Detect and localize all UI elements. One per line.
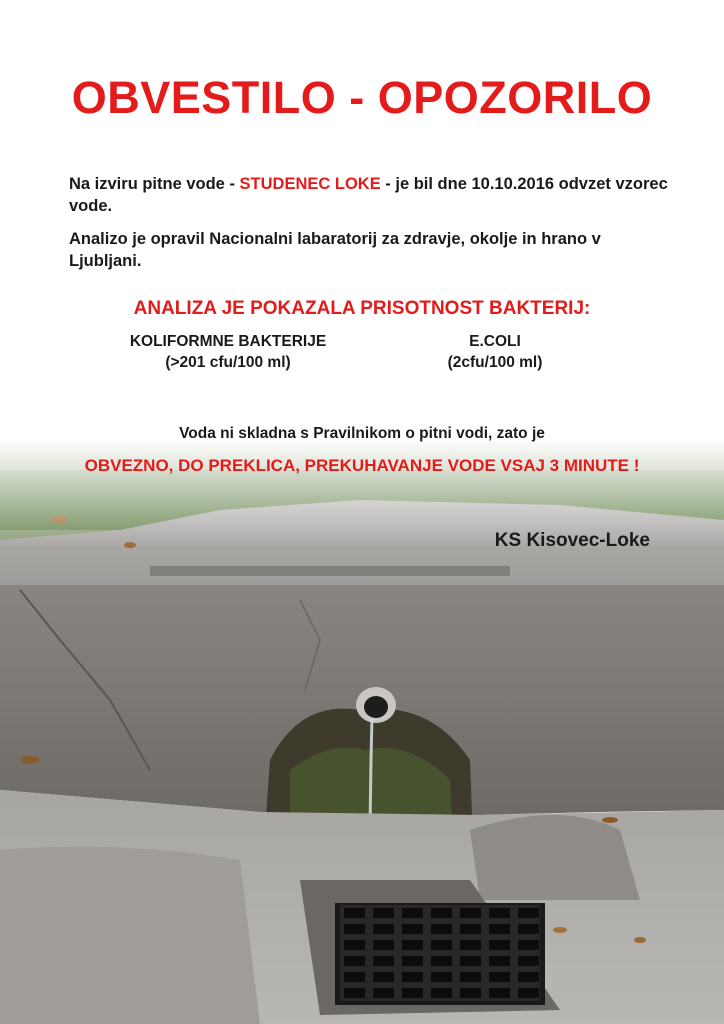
sample-paragraph [69,173,669,217]
signature: KS Kisovec-Loke [494,530,650,551]
lab-paragraph: Analizo je opravil Nacionalni labaratorij za zdravje, okolje in hrano v Ljubljani. [69,230,601,270]
sample-date-text: - je bil dne 10.10.2016 odvzet vzorec vode. [69,175,668,215]
bacteria-ecoli [380,331,610,373]
bacteria-name: KOLIFORMNE BAKTERIJE [129,333,327,350]
spring-name: STUDENEC LOKE [239,175,381,193]
bacteria-value: (2cfu/100 ml) [447,354,543,371]
compliance-note: Voda ni skladna s Pravilnikom o pitni vodi, zato je [179,425,545,442]
bacteria-coliform [98,331,358,373]
boil-warning: OBVEZNO, DO PREKLICA, PREKUHAVANJE VODE VSAJ 3 MINUTE ! [84,456,640,475]
bacteria-value: (>201 cfu/100 ml) [165,354,291,371]
bacteria-name: E.COLI [469,333,521,350]
notice-title: OBVESTILO - OPOZORILO [71,72,653,123]
analysis-headline: ANALIZA JE POKAZALA PRISOTNOST BAKTERIJ: [133,298,591,319]
sample-intro: Na izviru pitne vode - [69,175,240,193]
